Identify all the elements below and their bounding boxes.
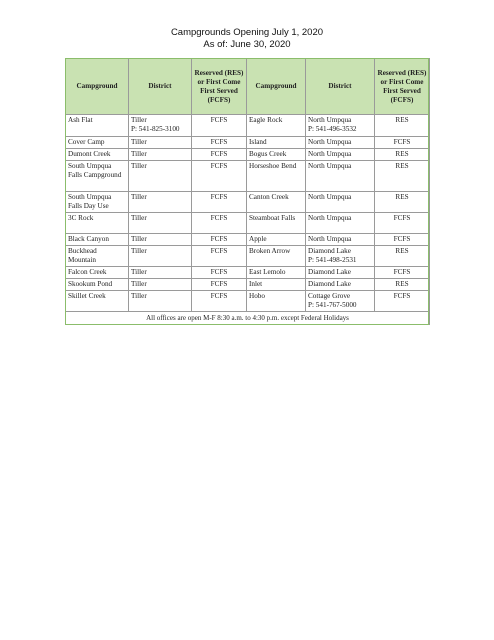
- campground-name: South Umpqua Falls Campground: [68, 162, 122, 179]
- district-cell: [129, 161, 192, 192]
- district-name: North Umpqua: [308, 162, 352, 170]
- district-name: North Umpqua: [308, 138, 352, 146]
- header-district-right: District: [306, 59, 375, 115]
- reservation-type: FCFS: [210, 280, 228, 288]
- district-name: Diamond Lake: [308, 268, 351, 276]
- reservation-type: RES: [395, 116, 409, 124]
- campground-name: Cover Camp: [68, 138, 105, 146]
- district-cell: [129, 192, 192, 213]
- reservation-type: FCFS: [393, 235, 411, 243]
- district-cell: [306, 192, 375, 213]
- campground-name-cell: [66, 234, 129, 246]
- campground-name: Dumont Creek: [68, 150, 111, 158]
- reservation-type: FCFS: [210, 247, 228, 255]
- header-district-left: District: [129, 59, 192, 115]
- campground-name: Bogus Creek: [249, 150, 287, 158]
- reservation-type-cell: [192, 246, 247, 267]
- office-hours-note: All offices are open M-F 8:30 a.m. to 4:30 p.m. except Federal Holidays: [66, 312, 430, 325]
- district-phone: P: 541-767-5000: [308, 301, 357, 309]
- district-name: North Umpqua: [308, 214, 352, 222]
- district-name: North Umpqua: [308, 150, 352, 158]
- district-cell: [306, 161, 375, 192]
- campground-name-cell: [66, 246, 129, 267]
- district-cell: [129, 267, 192, 279]
- table-row: [66, 291, 430, 312]
- campground-name-cell: [66, 137, 129, 149]
- title-line-2: As of: June 30, 2020: [203, 39, 291, 50]
- reservation-type-cell: [375, 149, 430, 161]
- reservation-type: FCFS: [210, 150, 228, 158]
- campground-name: Skillet Creek: [68, 292, 106, 300]
- campground-name-cell: [66, 213, 129, 234]
- campground-name: Ash Flat: [68, 116, 93, 124]
- reservation-type: FCFS: [210, 214, 228, 222]
- district-name: Tiller: [131, 116, 147, 124]
- campground-name-cell: [247, 234, 306, 246]
- reservation-type-cell: [192, 279, 247, 291]
- reservation-type-cell: [192, 234, 247, 246]
- campground-name-cell: [66, 115, 129, 137]
- district-cell: [306, 234, 375, 246]
- reservation-type-cell: [375, 234, 430, 246]
- district-cell: [306, 279, 375, 291]
- district-cell: [306, 137, 375, 149]
- district-name: Cottage Grove: [308, 292, 351, 300]
- district-name: Tiller: [131, 247, 147, 255]
- table-row: [66, 149, 430, 161]
- title-line-1: Campgrounds Opening July 1, 2020: [170, 27, 324, 38]
- campground-name-cell: [247, 213, 306, 234]
- district-name: Tiller: [131, 162, 147, 170]
- campground-name: Black Canyon: [68, 235, 109, 243]
- reservation-type-cell: [375, 279, 430, 291]
- district-name: Tiller: [131, 280, 147, 288]
- reservation-type-cell: [375, 192, 430, 213]
- district-name: Tiller: [131, 138, 147, 146]
- table-row: [66, 246, 430, 267]
- document-title: [0, 27, 494, 51]
- reservation-type: RES: [395, 193, 409, 201]
- district-cell: [306, 246, 375, 267]
- district-name: North Umpqua: [308, 193, 352, 201]
- table-row: [66, 279, 430, 291]
- district-cell: [306, 115, 375, 137]
- campground-name-cell: [247, 267, 306, 279]
- campground-name-cell: [66, 279, 129, 291]
- campground-name-cell: [66, 161, 129, 192]
- campground-name: Island: [249, 138, 267, 146]
- campground-name: Inlet: [249, 280, 263, 288]
- reservation-type: FCFS: [210, 162, 228, 170]
- district-cell: [306, 213, 375, 234]
- reservation-type: FCFS: [393, 214, 411, 222]
- campground-name: Falcon Creek: [68, 268, 107, 276]
- reservation-type-cell: [192, 213, 247, 234]
- reservation-type: FCFS: [210, 292, 228, 300]
- campground-name: Skookum Pond: [68, 280, 113, 288]
- header-campground-right: Campground: [247, 59, 306, 115]
- reservation-type-cell: [375, 246, 430, 267]
- campground-name: 3C Rock: [68, 214, 94, 222]
- campground-name-cell: [66, 291, 129, 312]
- district-cell: [306, 149, 375, 161]
- campground-name: Steamboat Falls: [249, 214, 296, 222]
- table-row: [66, 267, 430, 279]
- district-cell: [129, 213, 192, 234]
- header-row: [66, 59, 430, 115]
- campground-name-cell: [247, 291, 306, 312]
- district-name: Tiller: [131, 235, 147, 243]
- district-cell: [129, 291, 192, 312]
- district-name: Diamond Lake: [308, 247, 351, 255]
- reservation-type: RES: [395, 162, 409, 170]
- reservation-type: FCFS: [210, 138, 228, 146]
- campground-name: Buckhead Mountain: [68, 247, 97, 264]
- campground-name: Apple: [249, 235, 267, 243]
- reservation-type: FCFS: [210, 235, 228, 243]
- table-row: [66, 234, 430, 246]
- campground-name-cell: [66, 192, 129, 213]
- district-name: Tiller: [131, 214, 147, 222]
- district-cell: [129, 246, 192, 267]
- campground-name: Hobo: [249, 292, 265, 300]
- table-row: [66, 115, 430, 137]
- district-name: Diamond Lake: [308, 280, 351, 288]
- campground-name-cell: [247, 279, 306, 291]
- reservation-type-cell: [375, 161, 430, 192]
- reservation-type-cell: [192, 137, 247, 149]
- district-phone: P: 541-498-2531: [308, 256, 357, 264]
- table-row: [66, 161, 430, 192]
- campground-name-cell: [247, 192, 306, 213]
- reservation-type-cell: [192, 291, 247, 312]
- district-name: North Umpqua: [308, 235, 352, 243]
- table-row: [66, 192, 430, 213]
- reservation-type-cell: [192, 161, 247, 192]
- reservation-type-cell: [192, 115, 247, 137]
- campground-name: Broken Arrow: [249, 247, 291, 255]
- district-name: Tiller: [131, 150, 147, 158]
- district-cell: [129, 137, 192, 149]
- reservation-type-cell: [375, 115, 430, 137]
- reservation-type: FCFS: [393, 268, 411, 276]
- reservation-type-cell: [192, 267, 247, 279]
- header-campground-left: Campground: [66, 59, 129, 115]
- header-reserved-right: Reserved (RES) or First Come First Served (FCFS): [375, 59, 430, 115]
- campground-name-cell: [66, 149, 129, 161]
- reservation-type-cell: [375, 213, 430, 234]
- campground-name-cell: [66, 267, 129, 279]
- campground-name-cell: [247, 115, 306, 137]
- district-phone: P: 541-496-3532: [308, 125, 357, 133]
- reservation-type-cell: [192, 192, 247, 213]
- reservation-type: RES: [395, 247, 409, 255]
- campgrounds-table: [65, 58, 430, 325]
- reservation-type-cell: [375, 137, 430, 149]
- reservation-type: FCFS: [393, 292, 411, 300]
- district-name: Tiller: [131, 193, 147, 201]
- district-cell: [129, 234, 192, 246]
- campground-name-cell: [247, 137, 306, 149]
- table-row: [66, 213, 430, 234]
- footer-row: [66, 312, 430, 325]
- campground-name-cell: [247, 161, 306, 192]
- district-phone: P: 541-825-3100: [131, 125, 180, 133]
- header-reserved-left: Reserved (RES) or First Come First Served (FCFS): [192, 59, 247, 115]
- reservation-type-cell: [192, 149, 247, 161]
- reservation-type: RES: [395, 150, 409, 158]
- campground-name: Eagle Rock: [249, 116, 283, 124]
- reservation-type: FCFS: [210, 193, 228, 201]
- reservation-type: FCFS: [210, 116, 228, 124]
- district-name: Tiller: [131, 268, 147, 276]
- campground-name: South Umpqua Falls Day Use: [68, 193, 112, 210]
- campground-name: Horseshoe Bend: [249, 162, 297, 170]
- reservation-type-cell: [375, 291, 430, 312]
- reservation-type: FCFS: [393, 138, 411, 146]
- campground-name: Canton Creek: [249, 193, 289, 201]
- district-cell: [129, 149, 192, 161]
- district-cell: [129, 279, 192, 291]
- campground-name-cell: [247, 149, 306, 161]
- campground-name-cell: [247, 246, 306, 267]
- district-cell: [306, 267, 375, 279]
- district-cell: [306, 291, 375, 312]
- reservation-type-cell: [375, 267, 430, 279]
- district-name: Tiller: [131, 292, 147, 300]
- campground-name: East Lemolo: [249, 268, 286, 276]
- reservation-type: FCFS: [210, 268, 228, 276]
- district-cell: [129, 115, 192, 137]
- reservation-type: RES: [395, 280, 409, 288]
- district-name: North Umpqua: [308, 116, 352, 124]
- table-row: [66, 137, 430, 149]
